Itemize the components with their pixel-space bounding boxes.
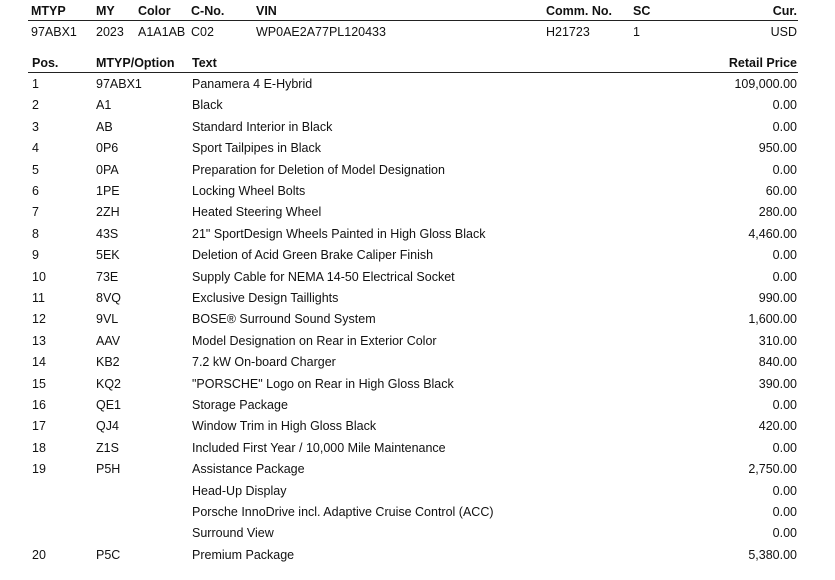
row-retail-price: 1,600.00 [748,312,797,327]
row-option-code: Z1S [96,440,119,455]
row-retail-price: 280.00 [758,205,797,220]
row-description: Head-Up Display [192,483,287,498]
row-option-code: 2ZH [96,205,120,220]
table-row [0,441,835,462]
row-retail-price: 0.00 [772,398,797,412]
label-sc: SC [633,4,651,18]
label-mtyp: MTYP [31,4,66,18]
row-pos: 19 [32,462,46,477]
table-row [0,184,835,205]
row-option-code: KQ2 [96,376,122,391]
value-comm-no: H21723 [546,25,590,39]
table-row [0,77,835,98]
table-row [0,120,835,141]
row-option-code: 43S [96,226,119,241]
row-pos: 9 [32,248,39,263]
row-pos: 10 [32,269,46,284]
value-color: A1A1AB [138,25,186,39]
row-description: Panamera 4 E-Hybrid [192,77,313,91]
row-pos: 17 [32,419,46,434]
value-mtyp: 97ABX1 [31,25,77,39]
row-option-code: 0P6 [96,141,119,156]
row-option-code: KB2 [96,355,120,370]
table-row [0,270,835,291]
value-currency: USD [770,25,797,39]
row-description: Porsche InnoDrive incl. Adaptive Cruise Control (ACC) [192,505,494,519]
table-row [0,355,835,376]
row-retail-price: 420.00 [758,419,797,434]
row-retail-price: 4,460.00 [748,226,797,241]
table-row [0,163,835,184]
table-row [0,312,835,333]
table-row [0,98,835,119]
label-color: Color [138,4,171,18]
row-pos: 18 [32,440,46,455]
table-row [0,227,835,248]
row-pos: 11 [32,291,45,305]
table-row [0,377,835,398]
label-comm-no: Comm. No. [546,4,612,18]
row-pos: 13 [32,333,46,348]
row-retail-price: 950.00 [758,141,797,156]
header-divider [28,20,798,21]
table-header-divider [28,72,798,73]
value-sc: 1 [633,25,640,39]
row-retail-price: 5,380.00 [748,547,797,562]
label-vin: VIN [256,4,277,18]
row-description: Storage Package [192,398,288,412]
value-c-no: C02 [191,25,214,39]
table-row [0,248,835,269]
row-description: Premium Package [192,547,295,562]
row-retail-price: 840.00 [758,355,797,370]
row-description: 7.2 kW On-board Charger [192,355,336,370]
table-row [0,505,835,526]
row-option-code: 97ABX1 [96,77,142,91]
table-row [0,205,835,226]
row-retail-price: 0.00 [772,526,797,541]
row-pos: 5 [32,162,39,177]
table-row [0,548,835,569]
row-option-code: 0PA [96,162,119,177]
row-pos: 2 [32,98,39,113]
row-pos: 16 [32,398,46,412]
row-description: Heated Steering Wheel [192,205,322,220]
row-description: Model Designation on Rear in Exterior Color [192,333,437,348]
row-pos: 12 [32,312,46,327]
row-description: 21" SportDesign Wheels Painted in High Gloss Black [192,226,486,241]
row-description: Supply Cable for NEMA 14-50 Electrical Socket [192,269,455,284]
table-row [0,141,835,162]
row-retail-price: 0.00 [772,98,797,113]
row-option-code: 73E [96,269,119,284]
row-option-code: QE1 [96,398,122,412]
row-description: Window Trim in High Gloss Black [192,419,377,434]
row-description: Exclusive Design Taillights [192,291,339,305]
row-retail-price: 109,000.00 [734,77,797,91]
row-option-code: 1PE [96,184,120,198]
col-header-pos: Pos. [32,56,59,70]
row-pos: 6 [32,184,39,198]
value-vin: WP0AE2A77PL120433 [256,25,386,39]
table-row [0,526,835,547]
row-description: Deletion of Acid Green Brake Caliper Finish [192,248,434,263]
table-row [0,291,835,312]
row-retail-price: 390.00 [758,376,797,391]
row-description: Black [192,98,223,113]
table-row [0,398,835,419]
col-header-text: Text [192,56,217,70]
label-currency: Cur. [772,4,797,18]
col-header-option: MTYP/Option [96,56,175,70]
row-pos: 15 [32,376,46,391]
row-description: Locking Wheel Bolts [192,184,306,198]
row-retail-price: 0.00 [772,119,797,134]
row-retail-price: 2,750.00 [748,462,797,477]
row-pos: 4 [32,141,39,156]
label-c-no: C-No. [191,4,225,18]
row-pos: 3 [32,119,39,134]
row-option-code: 5EK [96,248,120,263]
row-option-code: AB [96,119,113,134]
row-option-code: 8VQ [96,291,122,305]
col-header-retail-price: Retail Price [728,56,797,70]
row-option-code: A1 [96,98,112,113]
row-option-code: P5H [96,462,121,477]
row-description: Included First Year / 10,000 Mile Maintenance [192,440,446,455]
row-option-code: P5C [96,547,121,562]
row-description: Sport Tailpipes in Black [192,141,322,156]
row-retail-price: 0.00 [772,269,797,284]
table-row [0,484,835,505]
row-description: Surround View [192,526,274,541]
row-pos: 20 [32,547,46,562]
row-pos: 8 [32,226,39,241]
row-retail-price: 310.00 [758,333,797,348]
row-retail-price: 60.00 [765,184,797,198]
row-retail-price: 0.00 [772,505,797,519]
row-option-code: 9VL [96,312,119,327]
row-description: Assistance Package [192,462,305,477]
row-pos: 1 [32,77,39,91]
row-option-code: QJ4 [96,419,119,434]
row-retail-price: 0.00 [772,483,797,498]
row-retail-price: 0.00 [772,162,797,177]
row-description: BOSE® Surround Sound System [192,312,376,327]
row-pos: 14 [32,355,46,370]
table-row [0,334,835,355]
table-row [0,419,835,440]
label-my: MY [96,4,115,18]
row-retail-price: 0.00 [772,248,797,263]
row-pos: 7 [32,205,39,220]
row-description: Preparation for Deletion of Model Designation [192,162,445,177]
table-row [0,462,835,483]
value-my: 2023 [96,25,124,39]
row-description: "PORSCHE" Logo on Rear in High Gloss Black [192,376,454,391]
row-retail-price: 0.00 [772,440,797,455]
row-retail-price: 990.00 [758,291,797,305]
row-option-code: AAV [96,333,121,348]
row-description: Standard Interior in Black [192,119,333,134]
